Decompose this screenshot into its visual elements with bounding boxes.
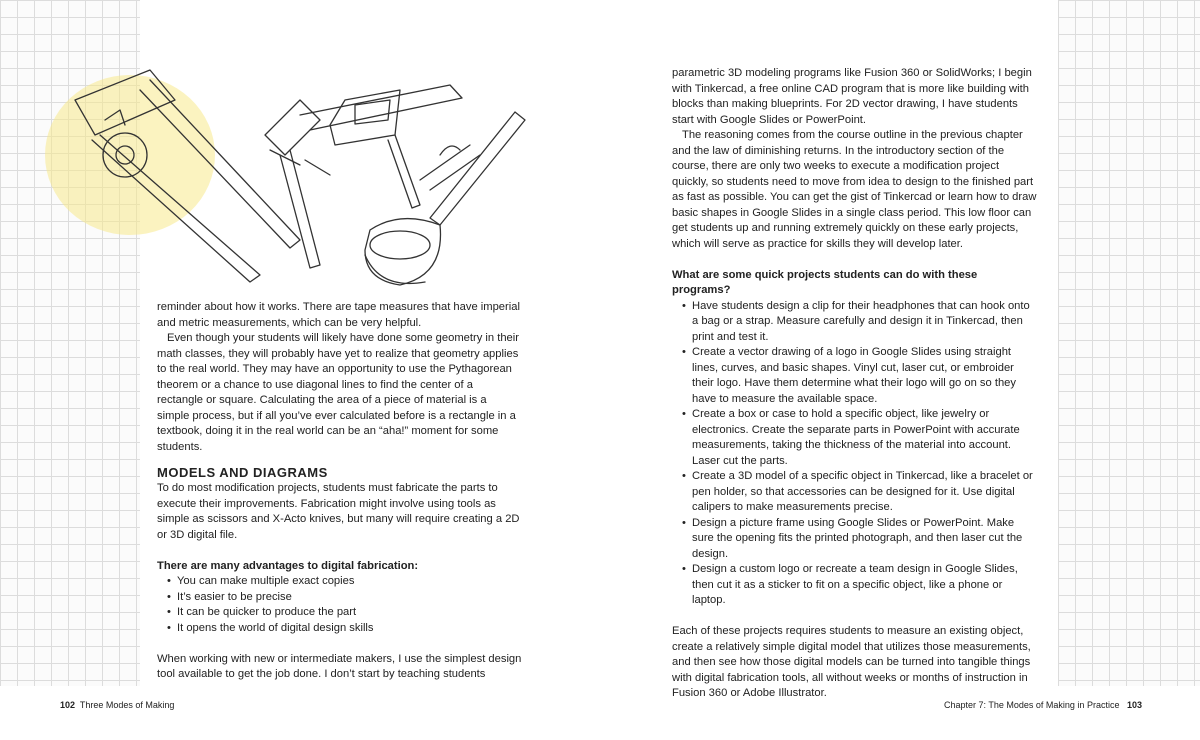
list-item: • It can be quicker to produce the part <box>157 605 522 621</box>
projects-question: What are some quick projects students can do with these programs? <box>672 268 978 296</box>
right-page-body <box>672 66 1038 702</box>
list-item: • You can make multiple exact copies <box>157 574 522 590</box>
running-title-right: Chapter 7: The Modes of Making in Practice <box>944 700 1120 710</box>
left-paragraph-2: Even though your students will likely have done some geometry in their math classes, they will probably have yet to realize that geometry applies to the real world. They may have an opportunity to use the Pythagorean theorem or a chance to use diagonal lines to find the center of a rectangle or square. Calculating the area of a piece of material is a simple process, but if all you’ve ever calculated before is a rectangle in a textbook, doing it in the real world can be an “aha!” moment for some students. <box>157 332 519 453</box>
section-heading: MODELS AND DIAGRAMS <box>157 465 328 480</box>
list-item: • It opens the world of digital design skills <box>157 621 522 637</box>
advantages-list <box>157 574 522 636</box>
calipers-and-wrench-sketch-icon <box>0 40 560 300</box>
left-paragraph-4: When working with new or intermediate makers, I use the simplest design tool available to get the job done. I don’t start by teaching students <box>157 652 522 680</box>
list-item: • It’s easier to be precise <box>157 590 522 606</box>
left-paragraph-3: To do most modification projects, students must fabricate the parts to execute their improvements. Fabrication might involve using tools as simple as scissors and X-Acto knives, but many will require creating a 2D or 3D digital file. <box>157 482 520 541</box>
left-paragraph-1: reminder about how it works. There are tape measures that have imperial and metric measurements, which can be very helpful. <box>157 301 520 329</box>
list-item: • Create a 3D model of a specific object in Tinkercad, like a bracelet or pen holder, so that accessories can be designed for it. Use digital calipers to make measurements precise. <box>672 469 1038 516</box>
list-item: • Create a box or case to hold a specific object, like jewelry or electronics. Create the separate parts in PowerPoint with accurate measurements, taking the thickness of the material into account. Laser cut the parts. <box>672 407 1038 469</box>
projects-list <box>672 299 1038 609</box>
footer-right <box>944 700 1142 710</box>
left-page-body <box>157 300 522 683</box>
right-paragraph-2: The reasoning comes from the course outline in the previous chapter and the law of diminishing returns. In the introductory section of the course, there are only two weeks to execute a modification project quickly, so students need to move from idea to design to the finished part as fast as possible. You can get the gist of Tinkercad or learn how to draw basic shapes in Google Slides in a single class period. This low floor can get students up and running extremely quickly on these early projects, which will serve as practice for skills they will develop later. <box>672 129 1037 250</box>
footer-left <box>60 700 174 710</box>
page-number-right: 103 <box>1126 700 1142 710</box>
list-item: • Have students design a clip for their headphones that can hook onto a bag or a strap. Measure carefully and design it in Tinkercad, then print and test it. <box>672 299 1038 346</box>
running-title-left: Three Modes of Making <box>79 700 175 710</box>
advantages-heading: There are many advantages to digital fabrication: <box>157 559 419 572</box>
list-item: • Create a vector drawing of a logo in Google Slides using straight lines, curves, and basic shapes. Vinyl cut, laser cut, or embroider their logo. Have them determine what their logo will go on so they have to measure the available space. <box>672 345 1038 407</box>
list-item: • Design a picture frame using Google Slides or PowerPoint. Make sure the opening fits the printed photograph, and then laser cut the design. <box>672 516 1038 563</box>
right-paragraph-3: Each of these projects requires students to measure an existing object, create a relatively simple digital model that utilizes those measurements, and then see how those digital models can be turned into tangible things with digital fabrication tools, all without weeks or months of instruction in Fusion 360 or Adobe Illustrator. <box>672 625 1031 699</box>
right-paragraph-1: parametric 3D modeling programs like Fusion 360 or SolidWorks; I begin with Tinkercad, a free online CAD program that is more like building with blocks than making blueprints. For 2D vector drawing, I have students start with Google Slides or PowerPoint. <box>672 67 1032 126</box>
list-item: • Design a custom logo or recreate a team design in Google Slides, then cut it as a sticker to fit on a specific object, like a phone or laptop. <box>672 562 1038 609</box>
page-number-left: 102 <box>60 700 76 710</box>
graph-paper-margin-right <box>1058 0 1200 686</box>
